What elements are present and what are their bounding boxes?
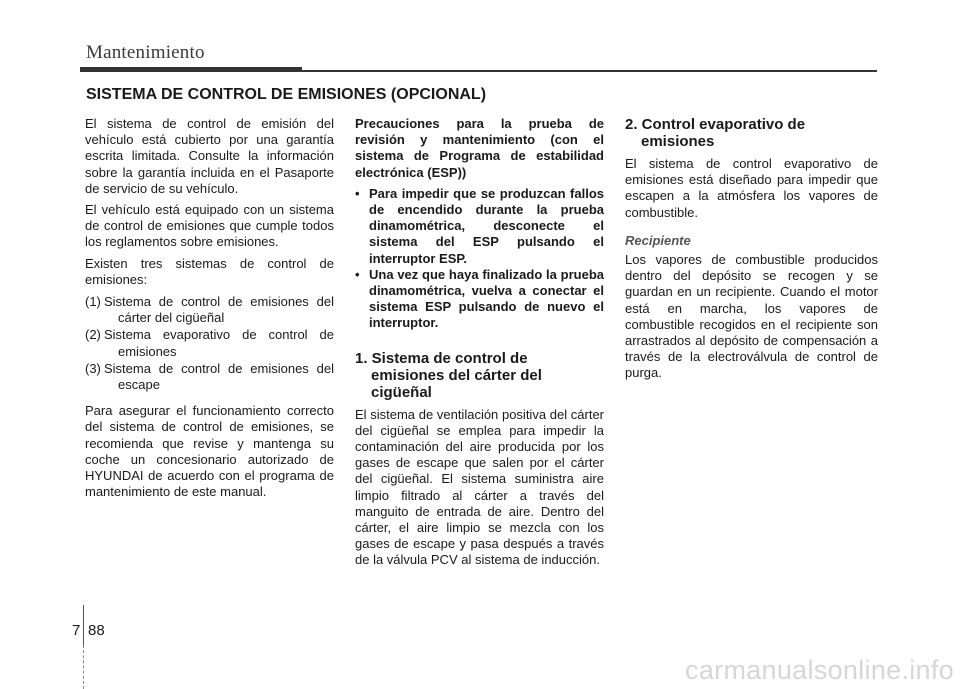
list-item (85, 327, 334, 359)
subheading-canister: Recipiente (625, 232, 691, 248)
bullet-icon: • (355, 266, 360, 282)
paragraph-equipped: El vehículo está equipado con un sistema de control de emisiones que cumple todos los reglamentos sobre emisiones. (85, 202, 334, 250)
bullet-text: Para impedir que se produzcan fallos de encendido durante la prueba dinamométrica, desconecte el sistema del ESP pulsando el interruptor ESP. (369, 185, 604, 266)
list-item (85, 294, 334, 326)
page-number: 88 (88, 622, 105, 639)
subheading-line: 2. Control evaporativo de (625, 116, 806, 133)
subheading-line: emisiones (641, 133, 715, 150)
systems-list (85, 294, 334, 393)
text-column-2 (355, 116, 604, 574)
list-item-text: Sistema de control de emisiones del escape (104, 360, 334, 393)
footer-divider-dashed (83, 645, 84, 689)
watermark-text: carmanualsonline.info (685, 655, 954, 685)
paragraph-canister: Los vapores de combustible producidos dentro del depósito se recogen y se guardan en un recipiente. Cuando el motor está en marcha, los vapores de combustible recogidos en el recipiente son arrastrados al depósito de compensación a través de la electroválvula de control de purga. (625, 252, 878, 381)
paragraph-three-systems: Existen tres sistemas de control de emisiones: (85, 255, 334, 287)
list-item-number: (1) (85, 294, 101, 310)
header-rule-thin (302, 70, 877, 72)
list-item-number: (3) (85, 360, 101, 376)
paragraph-maintenance: Para asegurar el funcionamiento correcto del sistema de control de emisiones, se recomienda que revise y mantenga su coche un concesionario autorizado de HYUNDAI de acuerdo con el programa de mantenimiento de este manual. (85, 403, 334, 500)
caution-intro: Precauciones para la prueba de revisión y mantenimiento (con el sistema de Programa de estabilidad electrónica (ESP)) (355, 116, 604, 180)
paragraph-pcv: El sistema de ventilación positiva del cárter del cigüeñal se emplea para impedir la contaminación del aire producida por los gases de escape que salen por el cárter del cigüeñal. El sistema suministra aire limpio filtrado al cárter a través del manguito de entrada de aire. Dentro del cárter, el aire limpio se mezcla con los gases de escape y pasa después a través de la válvula PCV al sistema de inducción. (355, 406, 604, 568)
paragraph-evaporative: El sistema de control evaporativo de emisiones está diseñado para impedir que escapen a la atmósfera los vapores de combustible. (625, 156, 878, 220)
subheading-line: cigüeñal (371, 383, 432, 401)
list-item-text: Sistema evaporativo de control de emisiones (104, 327, 334, 359)
subheading-evaporative (625, 116, 878, 150)
page-header-title: Mantenimiento (86, 42, 205, 63)
subheading-line: emisiones del cárter del (371, 366, 542, 384)
bullet-text: Una vez que haya finalizado la prueba dinamométrica, vuelva a conectar el sistema ESP pulsando de nuevo el interruptor. (369, 266, 604, 331)
chapter-number: 7 (72, 622, 81, 639)
bullet-item (355, 267, 604, 332)
section-title: SISTEMA DE CONTROL DE EMISIONES (OPCIONAL) (86, 86, 487, 103)
subheading-crankcase (355, 350, 604, 401)
footer-divider (83, 605, 84, 645)
text-column-1 (85, 116, 334, 505)
list-item-number: (2) (85, 327, 101, 343)
caution-bullets (355, 186, 604, 332)
header-rule-thick (80, 67, 302, 72)
bullet-icon: • (355, 185, 360, 201)
paragraph-warranty: El sistema de control de emisión del vehículo está cubierto por una garantía escrita limitada. Consulte la información sobre la garantía incluida en el Pasaporte de servicio de su vehículo. (85, 116, 334, 196)
text-column-3 (625, 116, 878, 387)
list-item-text: Sistema de control de emisiones del cárter del cigüeñal (104, 294, 334, 326)
list-item (85, 361, 334, 393)
bullet-item (355, 186, 604, 267)
subheading-line: 1. Sistema de control de (355, 349, 528, 367)
